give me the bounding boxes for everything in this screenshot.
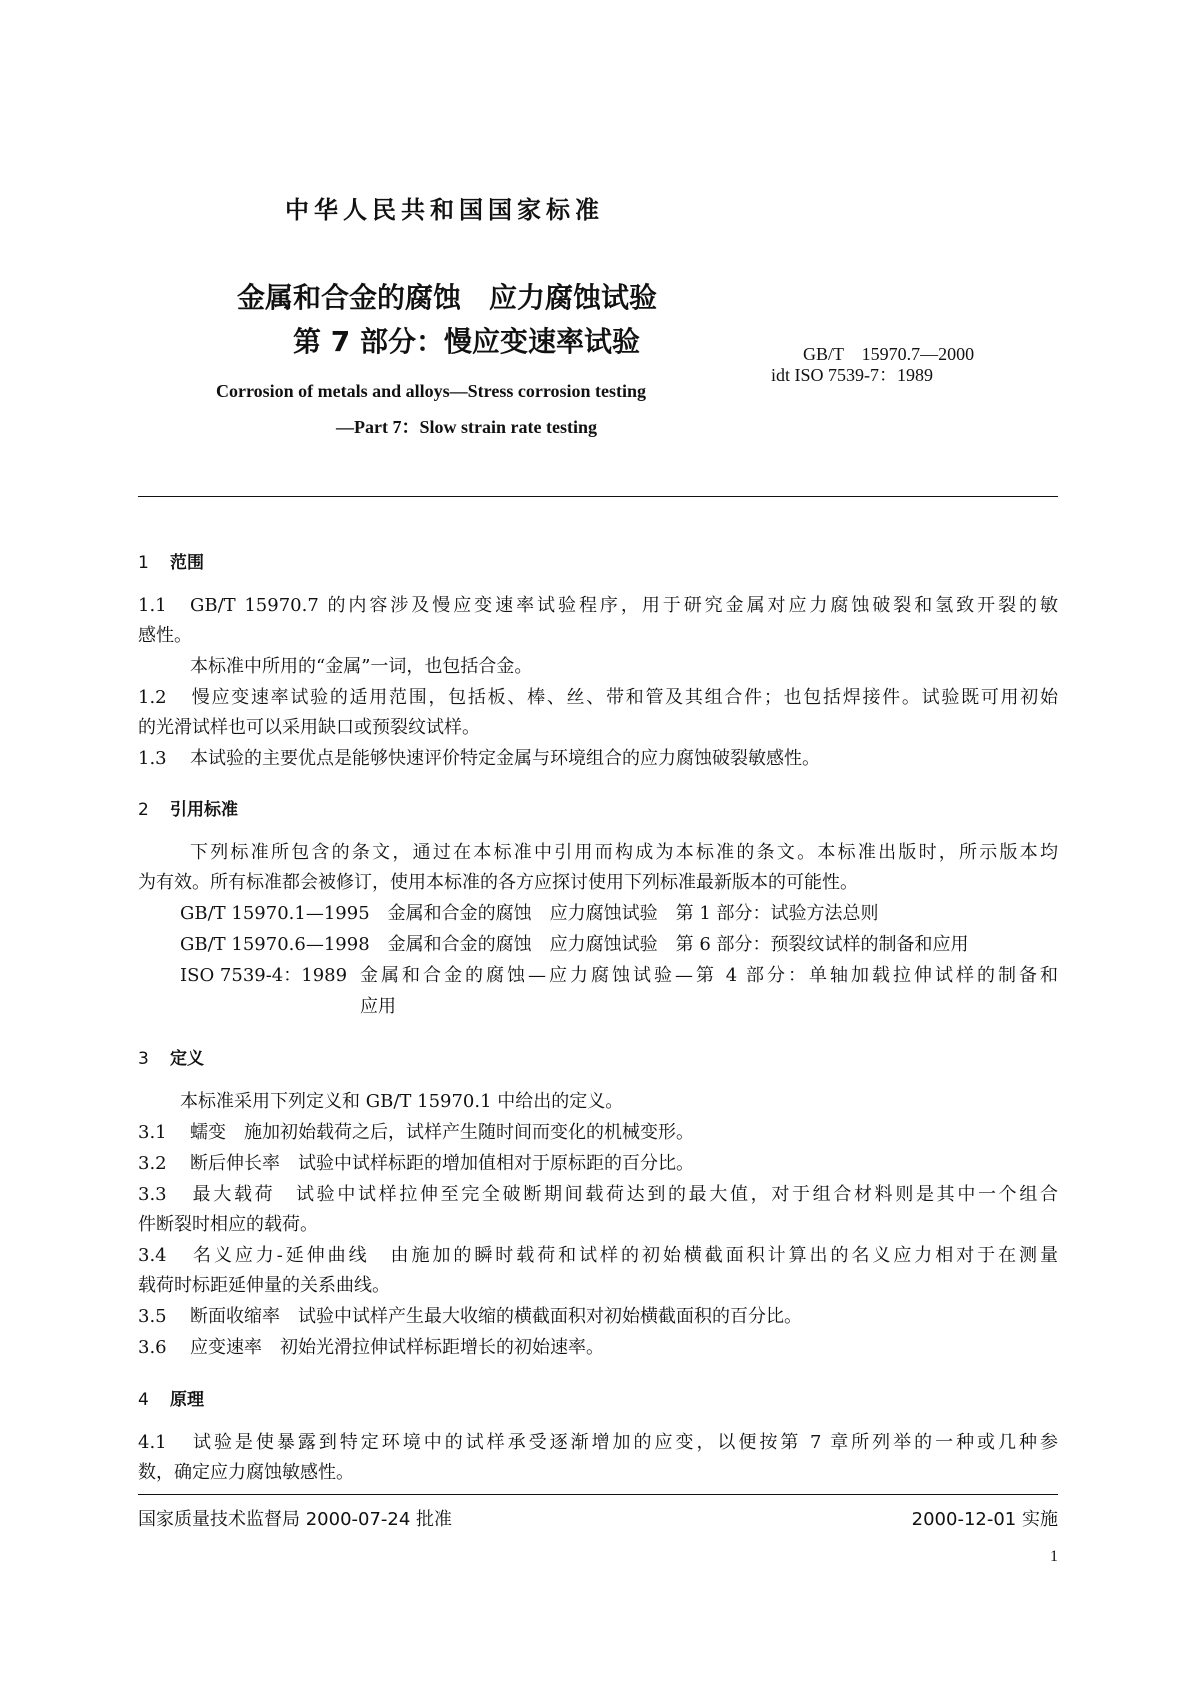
clause-number: 1.2: [138, 687, 167, 708]
section-title: 定义: [170, 1049, 204, 1069]
clause-text: 应变速率 初始光滑拉伸试样标距增长的初始速率。: [190, 1337, 604, 1358]
clause-text: GB/T 15970.7 的内容涉及慢应变速率试验程序，用于研究金属对应力腐蚀破裂和氢致开裂的敏: [190, 595, 1058, 616]
section-number: 2: [138, 800, 149, 820]
clause-number: 3.2: [138, 1153, 167, 1174]
clause-text: 断面收缩率 试验中试样产生最大收缩的横截面积对初始横截面积的百分比。: [190, 1306, 802, 1327]
clause-text: 慢应变速率试验的适用范围，包括板、棒、丝、带和管及其组合件；也包括焊接件。试验既可用初始: [190, 687, 1058, 708]
section-title: 原理: [170, 1390, 204, 1410]
standard-number: GB/T 15970.7—2000: [803, 344, 975, 364]
clause-number: 4.1: [138, 1432, 167, 1453]
clause-1-1-line1: [138, 591, 1058, 621]
clause-text: 最大载荷 试验中试样拉伸至完全破断期间载荷达到的最大值，对于组合材料则是其中一个组合: [190, 1184, 1058, 1205]
approval-date: 国家质量技术监督局 2000-07-24 批准: [138, 1509, 453, 1530]
clause-number: 3.3: [138, 1184, 167, 1205]
national-standard-heading: 中华人民共和国国家标准: [285, 196, 604, 224]
clause-number: 1.3: [138, 748, 167, 769]
clause-text: 本试验的主要优点是能够快速评价特定金属与环境组合的应力腐蚀破裂敏感性。: [190, 748, 820, 769]
section-1-heading: [138, 548, 204, 573]
clause-text: 断后伸长率 试验中试样标距的增加值相对于原标距的百分比。: [190, 1153, 694, 1174]
clause-number: 3.6: [138, 1337, 167, 1358]
section-2-heading: [138, 795, 238, 820]
section-title: 引用标准: [170, 800, 238, 820]
clause-number: 3.5: [138, 1306, 167, 1327]
document-title-line1: 金属和合金的腐蚀 应力腐蚀试验: [237, 281, 658, 314]
clause-text: 蠕变 施加初始载荷之后，试样产生随时间而变化的机械变形。: [190, 1122, 694, 1143]
implementation-date: 2000-12-01 实施: [911, 1509, 1058, 1530]
clause-3-5: [138, 1302, 802, 1328]
section-number: 4: [138, 1390, 149, 1410]
reference-3-code: ISO 7539-4：1989: [180, 965, 348, 986]
section-4-heading: [138, 1385, 204, 1410]
clause-1-3: [138, 744, 820, 770]
reference-1: GB/T 15970.1—1995 金属和合金的腐蚀 应力腐蚀试验 第 1 部分：试验方法总则: [180, 903, 879, 924]
reference-2: GB/T 15970.6—1998 金属和合金的腐蚀 应力腐蚀试验 第 6 部分：预裂纹试样的制备和应用: [180, 934, 969, 955]
clause-3-2: [138, 1149, 694, 1175]
section-2-para-line2: 为有效。所有标准都会被修订，使用本标准的各方应探讨使用下列标准最新版本的可能性。: [138, 872, 858, 893]
footer-divider: [138, 1494, 1058, 1495]
section-3-intro: 本标准采用下列定义和 GB/T 15970.1 中给出的定义。: [180, 1091, 624, 1112]
clause-1-1-line2: 感性。: [138, 625, 192, 646]
clause-number: 1.1: [138, 595, 167, 616]
clause-text: 试验是使暴露到特定环境中的试样承受逐渐增加的应变，以便按第 7 章所列举的一种或几种参: [190, 1432, 1058, 1453]
english-title-line2: —Part 7：Slow strain rate testing: [336, 417, 597, 437]
clause-1-2-line1: [138, 683, 1058, 713]
section-number: 3: [138, 1049, 149, 1069]
standard-idt: idt ISO 7539-7：1989: [771, 365, 933, 385]
clause-3-1: [138, 1118, 694, 1144]
reference-3-line2: 应用: [360, 996, 396, 1017]
header-divider: [138, 496, 1058, 497]
clause-4-1-line1: [138, 1428, 1058, 1458]
clause-1-2-line2: 的光滑试样也可以采用缺口或预裂纹试样。: [138, 717, 480, 738]
reference-3-line1: 金属和合金的腐蚀—应力腐蚀试验—第 4 部分：单轴加载拉伸试样的制备和: [360, 965, 1058, 986]
section-number: 1: [138, 553, 149, 573]
clause-number: 3.4: [138, 1245, 167, 1266]
clause-3-4-line1: [138, 1241, 1058, 1271]
section-2-para-line1: 下列标准所包含的条文，通过在本标准中引用而构成为本标准的条文。本标准出版时，所示版本均: [190, 842, 1058, 863]
clause-3-4-line2: 载荷时标距延伸量的关系曲线。: [138, 1275, 390, 1296]
clause-number: 3.1: [138, 1122, 167, 1143]
clause-text: 名义应力-延伸曲线 由施加的瞬时载荷和试样的初始横截面积计算出的名义应力相对于在测量: [190, 1245, 1058, 1266]
page-number: 1: [1050, 1548, 1058, 1565]
clause-3-3-line2: 件断裂时相应的载荷。: [138, 1214, 318, 1235]
section-title: 范围: [170, 553, 204, 573]
section-3-heading: [138, 1044, 204, 1069]
clause-4-1-line2: 数，确定应力腐蚀敏感性。: [138, 1462, 354, 1483]
clause-1-1-note: 本标准中所用的“金属”一词，也包括合金。: [190, 656, 533, 677]
clause-3-6: [138, 1333, 604, 1359]
clause-3-3-line1: [138, 1180, 1058, 1210]
document-title-line2: 第 7 部分：慢应变速率试验: [293, 325, 640, 358]
english-title-line1: Corrosion of metals and alloys—Stress corrosion testing: [216, 381, 646, 401]
